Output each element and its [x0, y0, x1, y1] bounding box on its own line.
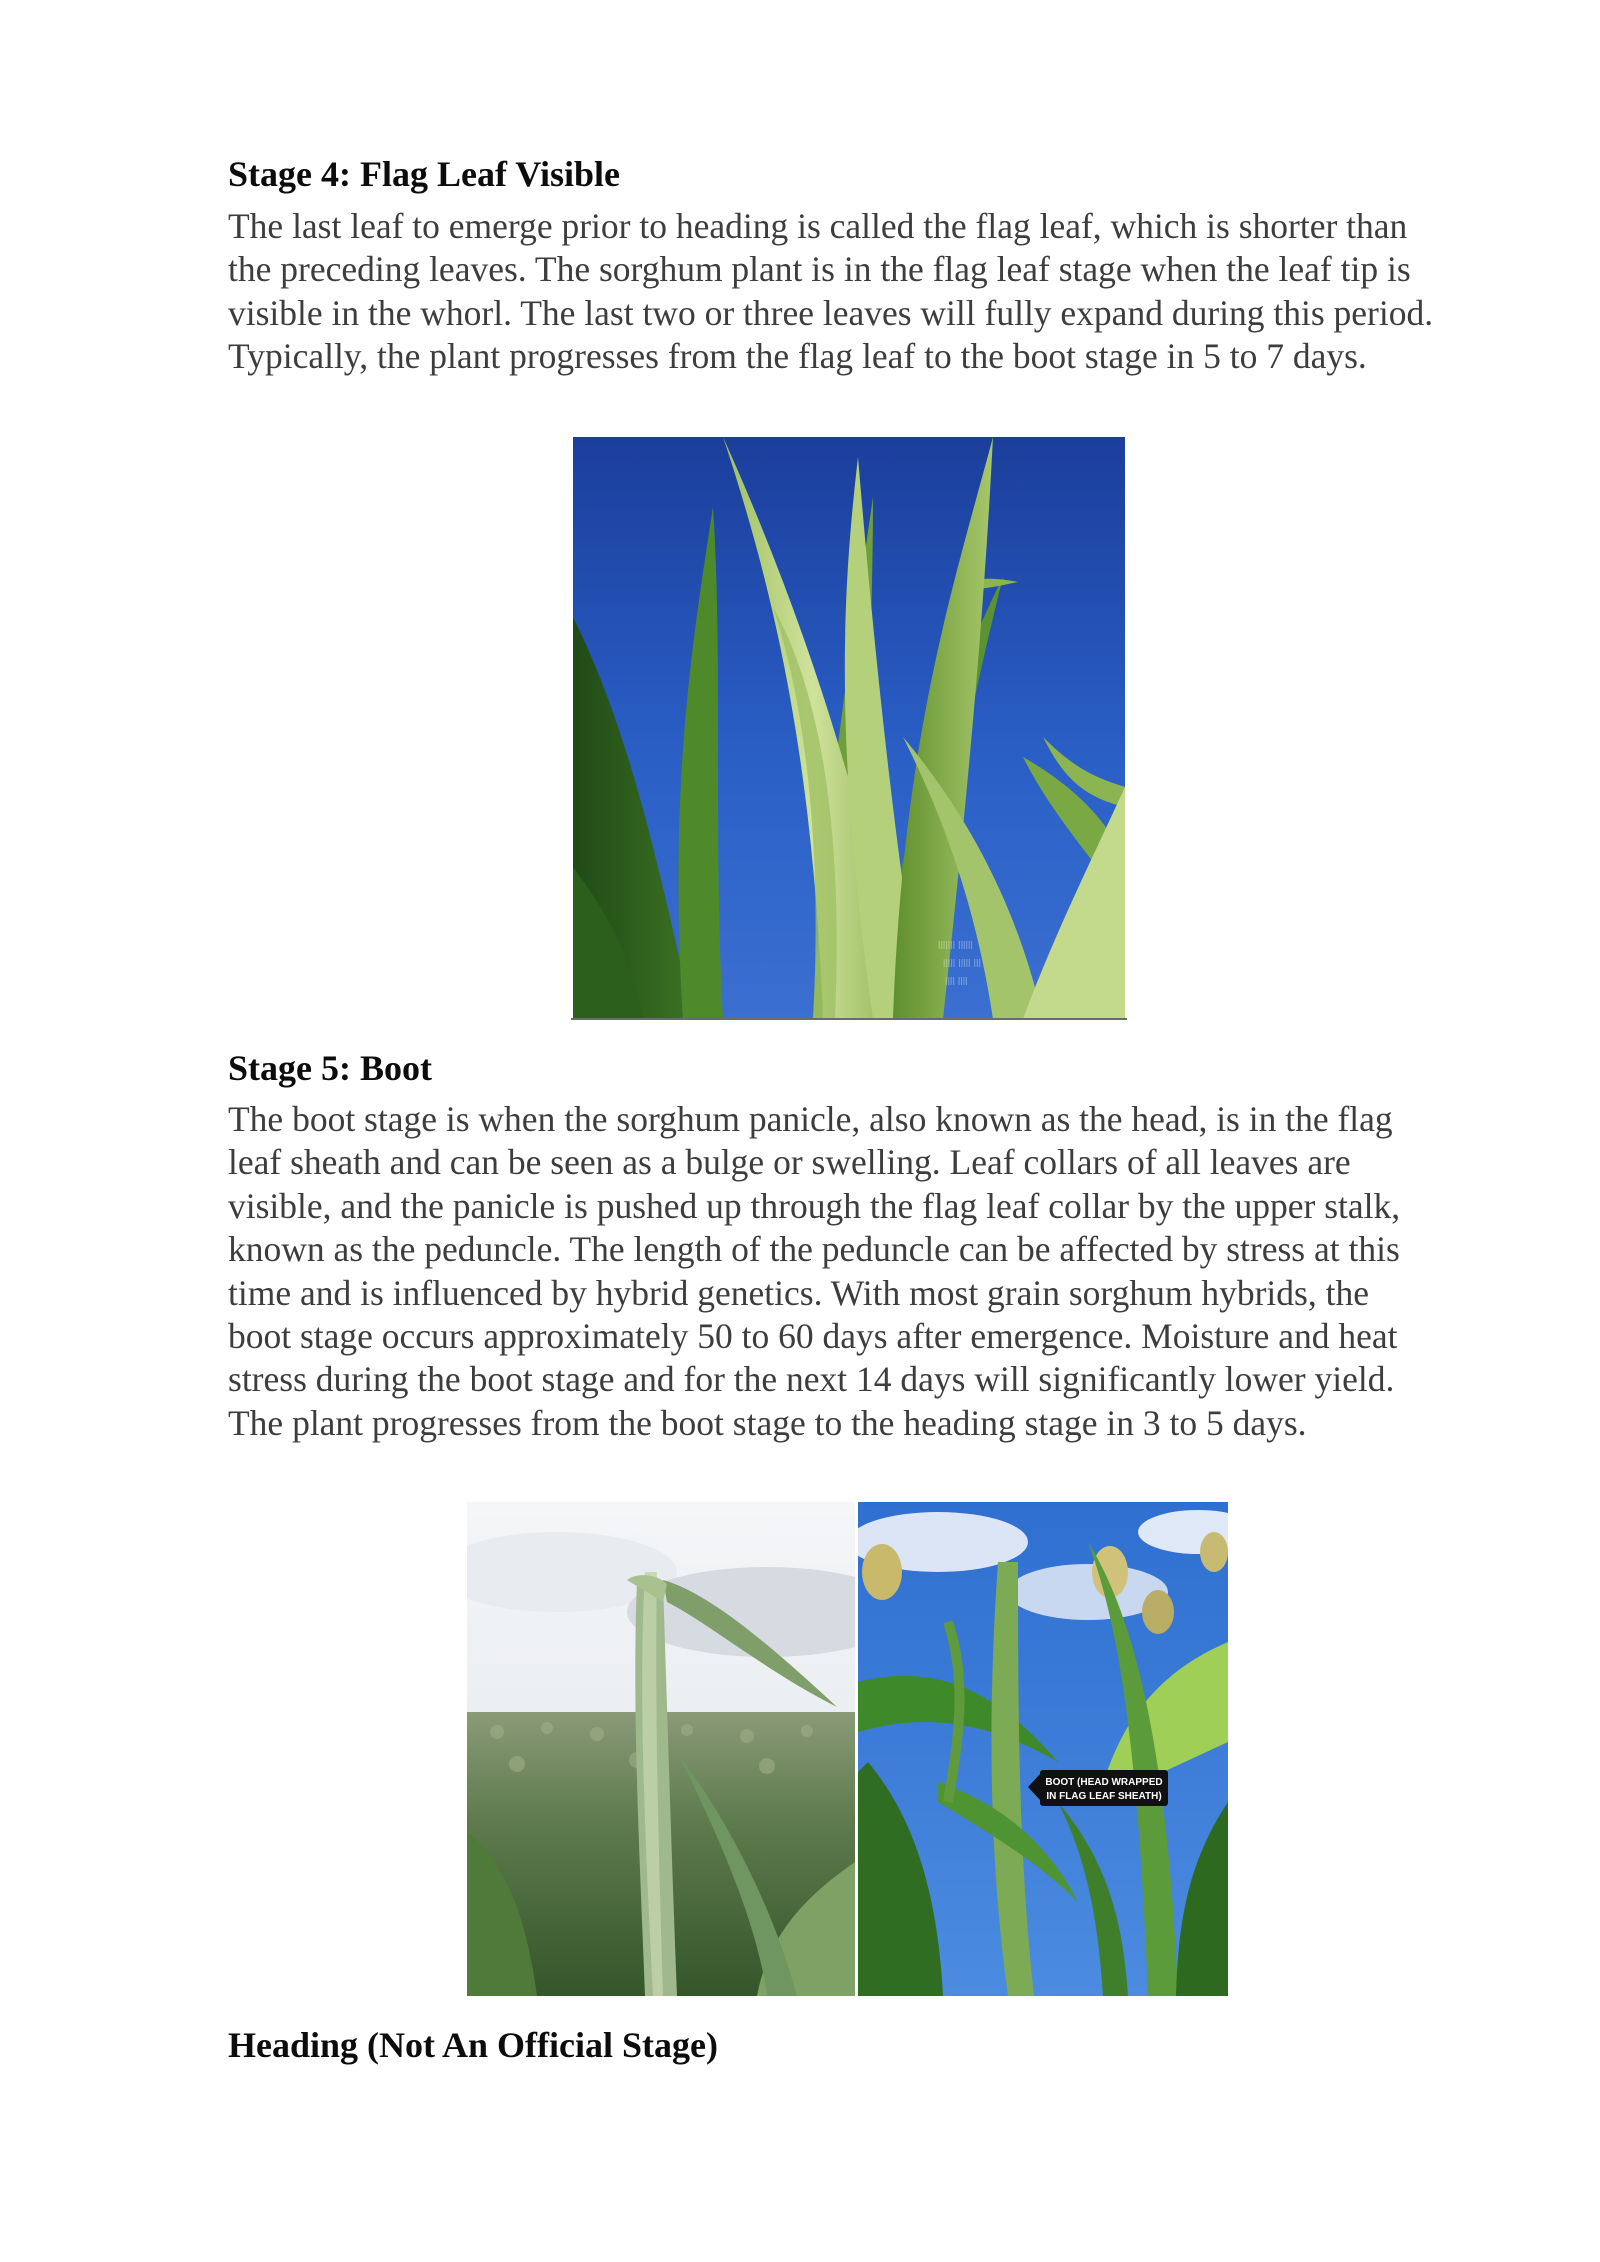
section-heading-stage-5: Stage 5: Boot [228, 1048, 432, 1088]
text-line: the preceding leaves. The sorghum plant is in the flag leaf stage when the leaf tip is [228, 249, 1411, 290]
text-line: visible in the whorl. The last two or three leaves will fully expand during this period. [228, 292, 1434, 333]
boot-closeup-photo [858, 1502, 1228, 1996]
svg-text:llll llll: llll llll [945, 976, 968, 988]
text-line: The last leaf to emerge prior to heading is called the flag leaf, which is shorter than [228, 206, 1408, 246]
text-line: stress during the boot stage and for the next 14 days will significantly lower yield. [228, 1359, 1395, 1400]
paragraph-stage-4 [228, 205, 1484, 379]
section-heading-heading: Heading (Not An Official Stage) [228, 2025, 718, 2065]
text-line: leaf sheath and can be seen as a bulge or swelling. Leaf collars of all leaves are [228, 1142, 1351, 1183]
text-line: Typically, the plant progresses from the flag leaf to the boot stage in 5 to 7 days. [228, 336, 1367, 377]
boot-label-line-1: BOOT (HEAD WRAPPED [1045, 1777, 1163, 1788]
paragraph-stage-5 [228, 1098, 1484, 1445]
svg-text:lllllll llllll: lllllll llllll [938, 940, 973, 952]
text-line: time and is influenced by hybrid genetics. With most grain sorghum hybrids, the [228, 1272, 1369, 1313]
section-heading-stage-4: Stage 4: Flag Leaf Visible [228, 154, 620, 194]
text-line: The boot stage is when the sorghum panicle, also known as the head, is in the flag [228, 1099, 1393, 1139]
flag-leaf-photo [573, 437, 1125, 1019]
text-line: visible, and the panicle is pushed up through the flag leaf collar by the upper stalk, [228, 1185, 1401, 1226]
svg-text:lllll lllll lll: lllll lllll lll [943, 958, 981, 970]
text-line: The plant progresses from the boot stage to the heading stage in 3 to 5 days. [228, 1402, 1307, 1443]
figure-rule [571, 1018, 1127, 1020]
boot-field-photo [467, 1502, 855, 1996]
text-line: boot stage occurs approximately 50 to 60 days after emergence. Moisture and heat [228, 1316, 1398, 1357]
boot-label-line-2: IN FLAG LEAF SHEATH) [1046, 1791, 1162, 1802]
text-line: known as the peduncle. The length of the peduncle can be affected by stress at this [228, 1229, 1400, 1270]
